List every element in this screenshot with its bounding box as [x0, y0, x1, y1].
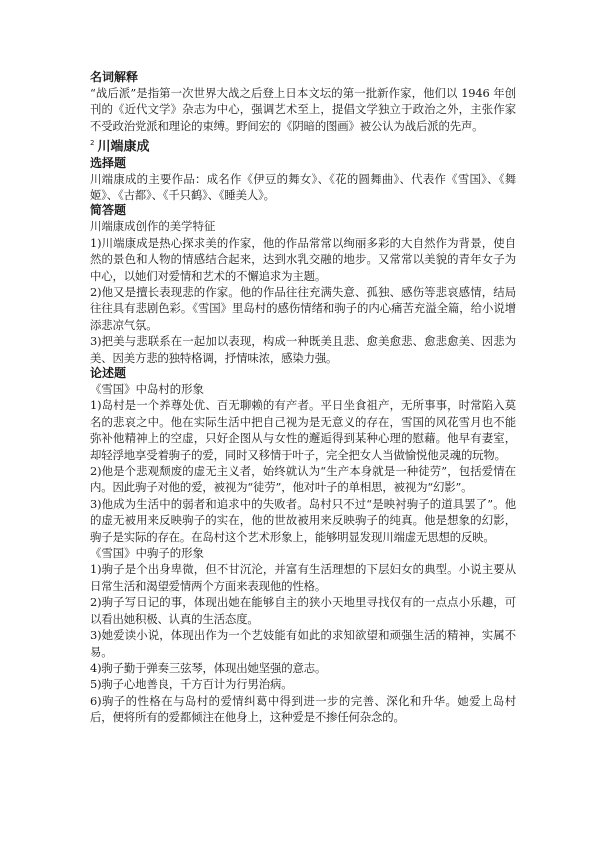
heading-lunshu: 论述题: [90, 366, 127, 381]
list-item: 1)岛村是一个养尊处优、百无聊赖的有产者。平日坐食祖产，无所事事，时常陷入莫名的悲哀之中。他在实际生活中把自己视为是无意义的存在，雪国的风花雪月也不能弥补他精神上的空虚，只好企图从与女性的邂逅得到某种心理的慰藉。他早有妻室，却轻浮地享受着驹子的爱，同时又移情于叶子，完全把女人当做愉悦他灵魂的玩物。: [90, 398, 516, 462]
list-item: 3)她爱读小说，体现出作为一个艺妓能有如此的求知欲望和顽强生活的精神，实属不易。: [90, 628, 516, 659]
chapter-heading: [90, 135, 516, 155]
list-item: 3)把美与悲联系在一起加以表现，构成一种既美且悲、愈美愈悲、愈悲愈美、因悲为美、因美方悲的独特格调，抒情味浓，感染力强。: [90, 334, 516, 365]
heading-jianda: 简答题: [90, 203, 127, 218]
list-item: 3)他成为生活中的弱者和追求中的失败者。岛村只不过“是映衬驹子的道具罢了”。他的虚无被用来反映驹子的实在，他的世故被用来反映驹子的纯真。他是想象的幻影，驹子是实际的存在。在岛村这个艺术形象上，能够明显发现川端虚无思想的反映。: [90, 496, 516, 544]
list-item: 2)驹子写日记的事，体现出她在能够自主的狭小天地里寻找仅有的一点点小乐趣，可以看出她积极、认真的生活态度。: [90, 595, 516, 626]
list-item: 4)驹子勤于弹奏三弦琴，体现出她坚强的意志。: [90, 660, 327, 675]
list-item: 5)驹子心地善良，千方百计为行男治病。: [90, 677, 293, 692]
list-item: 6)驹子的性格在与岛村的爱情纠葛中得到进一步的完善、深化和升华。她爱上岛村后，便将所有的爱都倾注在他身上，这种爱是不掺任何杂念的。: [90, 693, 516, 725]
subtitle-komako: 《雪国》中驹子的形象: [90, 546, 204, 561]
document-page: [90, 70, 516, 726]
list-item: 1)川端康成是热心探求美的作家，他的作品常常以绚丽多彩的大自然作为背景，使自然的景色和人物的情感结合起来，达到水乳交融的地步。又常常以美貌的青年女子为中心，以她们对爱情和艺术的不懈追求为主题。: [90, 235, 516, 283]
paragraph-zhanhoupai: “战后派”是指第一次世界大战之后登上日本文坛的第一批新作家，他们以 1946 年创刊的《近代文学》杂志为中心，强调艺术至上，提倡文学独立于政治之外，主张作家不受政治党派和理论的束缚。野间宏的《阴暗的图画》被公认为战后派的先声。: [90, 86, 516, 133]
subtitle-shimamura: 《雪国》中岛村的形象: [90, 382, 204, 397]
heading-mingci: 名词解释: [90, 70, 139, 84]
list-item: 2)他是个悲观颓废的虚无主义者，始终就认为“生产本身就是一种徒劳”，包括爱情在内。因此驹子对他的爱，被视为“徒劳”，他对叶子的单相思，被视为“幻影”。: [90, 464, 516, 495]
list-item: 2)他又是擅长表现悲的作家。他的作品往往充满失意、孤独、感伤等悲哀感情，结局往往具有悲剧色彩。《雪国》里岛村的感伤情绪和驹子的内心痛苦充溢全篇，给小说增添悲凉气氛。: [90, 284, 516, 332]
chapter-title: 川端康成: [97, 139, 150, 155]
paragraph-works: 川端康成的主要作品：成名作《伊豆的舞女》、《花的圆舞曲》、代表作《雪国》、《舞姬》、《古都》、《千只鹤》、《睡美人》。: [90, 171, 516, 202]
list-item: 1)驹子是个出身卑微，但不甘沉沦，并富有生活理想的下层妇女的典型。小说主要从日常生活和渴望爱情两个方面来表现他的性格。: [90, 562, 516, 593]
heading-xuanze: 选择题: [90, 155, 127, 170]
chapter-number: 2: [90, 139, 95, 148]
subtitle-aesthetics: 川端康成创作的美学特征: [90, 219, 216, 234]
